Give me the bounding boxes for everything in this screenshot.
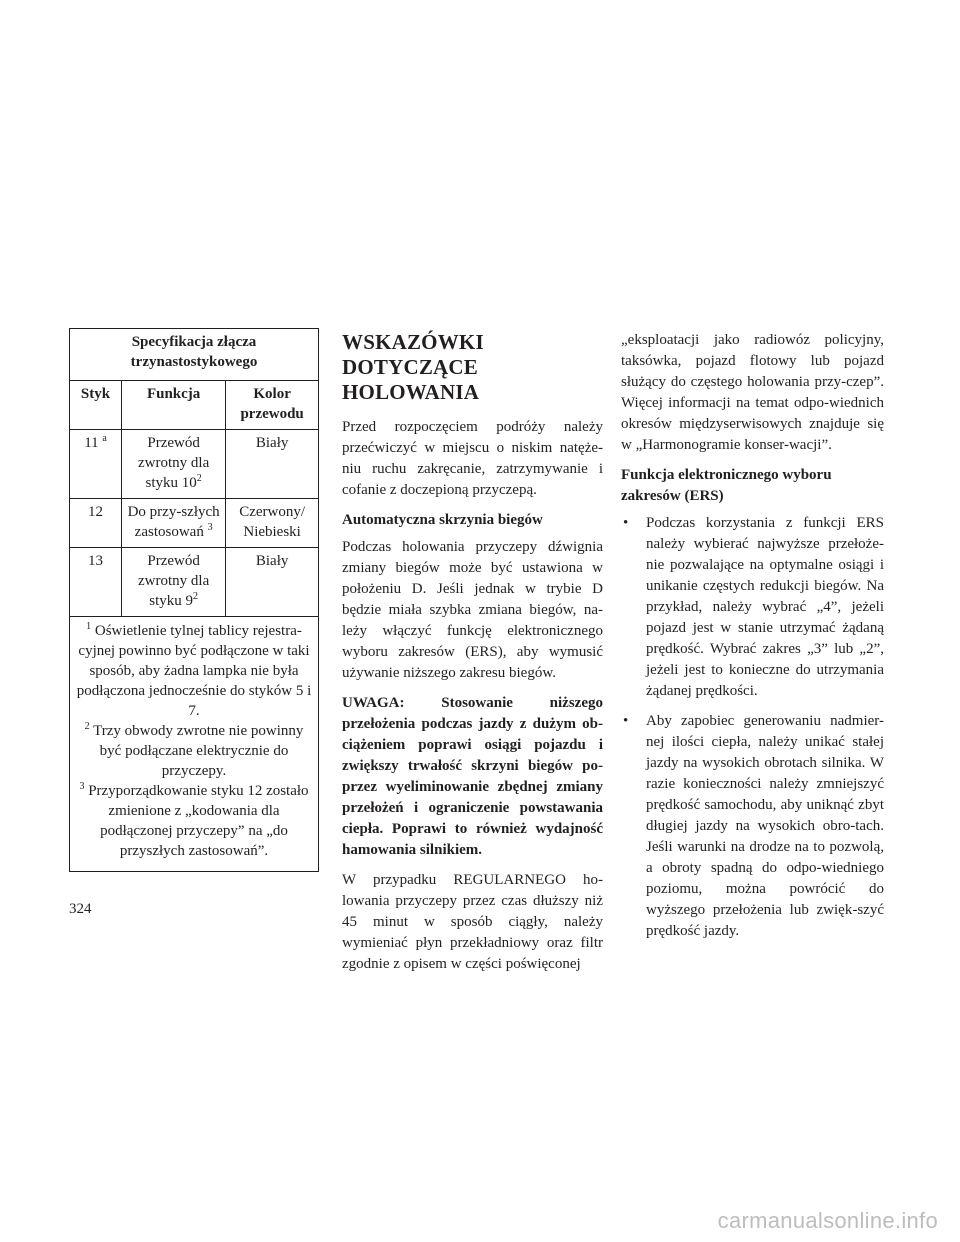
cell-function [122, 548, 226, 617]
footnote-number: 3 [79, 781, 85, 792]
right-column [621, 330, 884, 951]
connector-spec-table [69, 328, 319, 872]
function-text: Przewód zwrotny dla styku 9 [138, 553, 210, 609]
function-text: Do przy-szłych zastosowań [127, 504, 220, 540]
list-item-text: Podczas korzystania z funkcji ERS należy wybierać najwyższe przełoże-nie pozwalające na optymalne osiągi i unikanie częstych redukcji biegów. Na przykład, należy wybrać „4”, jeżeli pojazd jest w stanie utrzymać żądaną prędkość. Wybrać zakres „3” lub „2”, jeżeli jest to konieczne do utrzymania żądanej prędkości. [646, 515, 884, 699]
function-footnote-mark: 2 [193, 591, 198, 602]
function-footnote-mark: 2 [196, 473, 202, 484]
section-title: WSKAZÓWKI DOTYCZĄCE HOLOWANIA [342, 330, 484, 404]
cell-function [122, 499, 226, 548]
table-row [70, 499, 319, 548]
cell-function [122, 430, 226, 499]
regular-towing-continued: „eksploatacji jako radiowóz policyjny, taksówka, pojazd flotowy lub pojazd służący do częstego holowania przy-czep”. Więcej informacji na temat odpo-wiednich okresów międzyserwisowych znajduje się w „Harmonogramie konser-wacji”. [621, 332, 884, 453]
middle-column [342, 330, 603, 984]
footnote-text: Przyporządkowanie styku 12 zostało zmienione z „kodowania dla podłączonej przyczepy” na „do przyszłych zastosowań”. [88, 783, 309, 859]
list-item [621, 711, 884, 942]
footnote-number: 2 [84, 721, 90, 732]
pin-footnote-mark: a [102, 433, 107, 444]
table-caption: Specyfikacja złącza trzynastostykowego [70, 329, 319, 381]
page-number: 324 [69, 901, 92, 917]
cell-color: Biały [226, 430, 319, 499]
warning-paragraph: UWAGA: Stosowanie niższego przełożenia podczas jazdy z dużym ob-ciążeniem poprawi osiągi pojazdu i zwiększy trwałość skrzyni biegów po-przez wyeliminowanie zbędnej zmiany przełożeń i ograniczenie powstawania ciepła. Poprawi to również wydajność hamowania silnikiem. [342, 695, 603, 858]
footnote [74, 781, 314, 861]
footnote [74, 721, 314, 781]
cell-pin: 13 [70, 548, 122, 617]
function-text: Przewód zwrotny dla styku 10 [138, 435, 210, 491]
table-row [70, 430, 319, 499]
auto-transmission-heading: Automatyczna skrzynia biegów [342, 512, 543, 528]
ers-bullet-list [621, 513, 884, 942]
footnote-text: Trzy obwody zwrotne nie powinny być podłączane elektrycznie do przyczepy. [93, 723, 304, 779]
auto-transmission-paragraph: Podczas holowania przyczepy dźwignia zmiany biegów może być ustawiona w położeniu D. Jeśli jednak w trybie D będzie miała szybka zmiana biegów, na-leży włączyć funkcję elektronicznego wyboru zakresów (ERS), aby wymusić używanie niższego zakresu biegów. [342, 539, 603, 681]
header-pin: Styk [70, 381, 122, 430]
function-footnote-mark: 3 [207, 522, 213, 533]
cell-color: Biały [226, 548, 319, 617]
cell-pin: 12 [70, 499, 122, 548]
table-header-row [70, 381, 319, 430]
header-color: Kolor przewodu [226, 381, 319, 430]
table-footnotes [70, 617, 319, 872]
intro-paragraph: Przed rozpoczęciem podróży należy przećwiczyć w miejscu o niskim natęże-niu ruchu zakręcanie, zatrzymywanie i cofanie z doczepioną przyczepą. [342, 419, 603, 498]
footnote-text: Oświetlenie tylnej tablicy rejestra-cyjnej powinno być podłączone w taki sposób, aby żadna lampka nie była podłączona jednocześnie do styków 5 i 7. [76, 623, 312, 719]
bullet-icon: • [623, 515, 629, 531]
cell-color: Czerwony/ Niebieski [226, 499, 319, 548]
regular-towing-paragraph: W przypadku REGULARNEGO ho-lowania przyczepy przez czas dłuższy niż 45 minut w sposób ciągły, należy wymieniać płyn przekładniowy oraz filtr zgodnie z opisem w części poświęconej [342, 872, 603, 972]
table-row [70, 548, 319, 617]
bullet-icon: • [623, 713, 629, 729]
footnote [74, 621, 314, 721]
cell-pin [70, 430, 122, 499]
pin-number: 11 [84, 435, 99, 451]
footnote-number: 1 [86, 621, 92, 632]
list-item-text: Aby zapobiec generowaniu nadmier-nej ilości ciepła, należy unikać stałej jazdy na wysokich obrotach silnika. W razie konieczności należy zmniejszyć prędkość samochodu, aby uniknąć zbyt długiej jazdy na wysokich obro-tach. Jeśli warunki na drodze na to pozwolą, a obroty spadną do odpo-wiedniego poziomu, można powrócić do wyższego przełożenia lub zwięk-szyć prędkość jazdy. [646, 713, 884, 939]
ers-heading: Funkcja elektronicznego wyboru zakresów (ERS) [621, 467, 832, 504]
header-function: Funkcja [122, 381, 226, 430]
list-item [621, 513, 884, 702]
watermark: carmanualsonline.info [717, 1208, 938, 1233]
